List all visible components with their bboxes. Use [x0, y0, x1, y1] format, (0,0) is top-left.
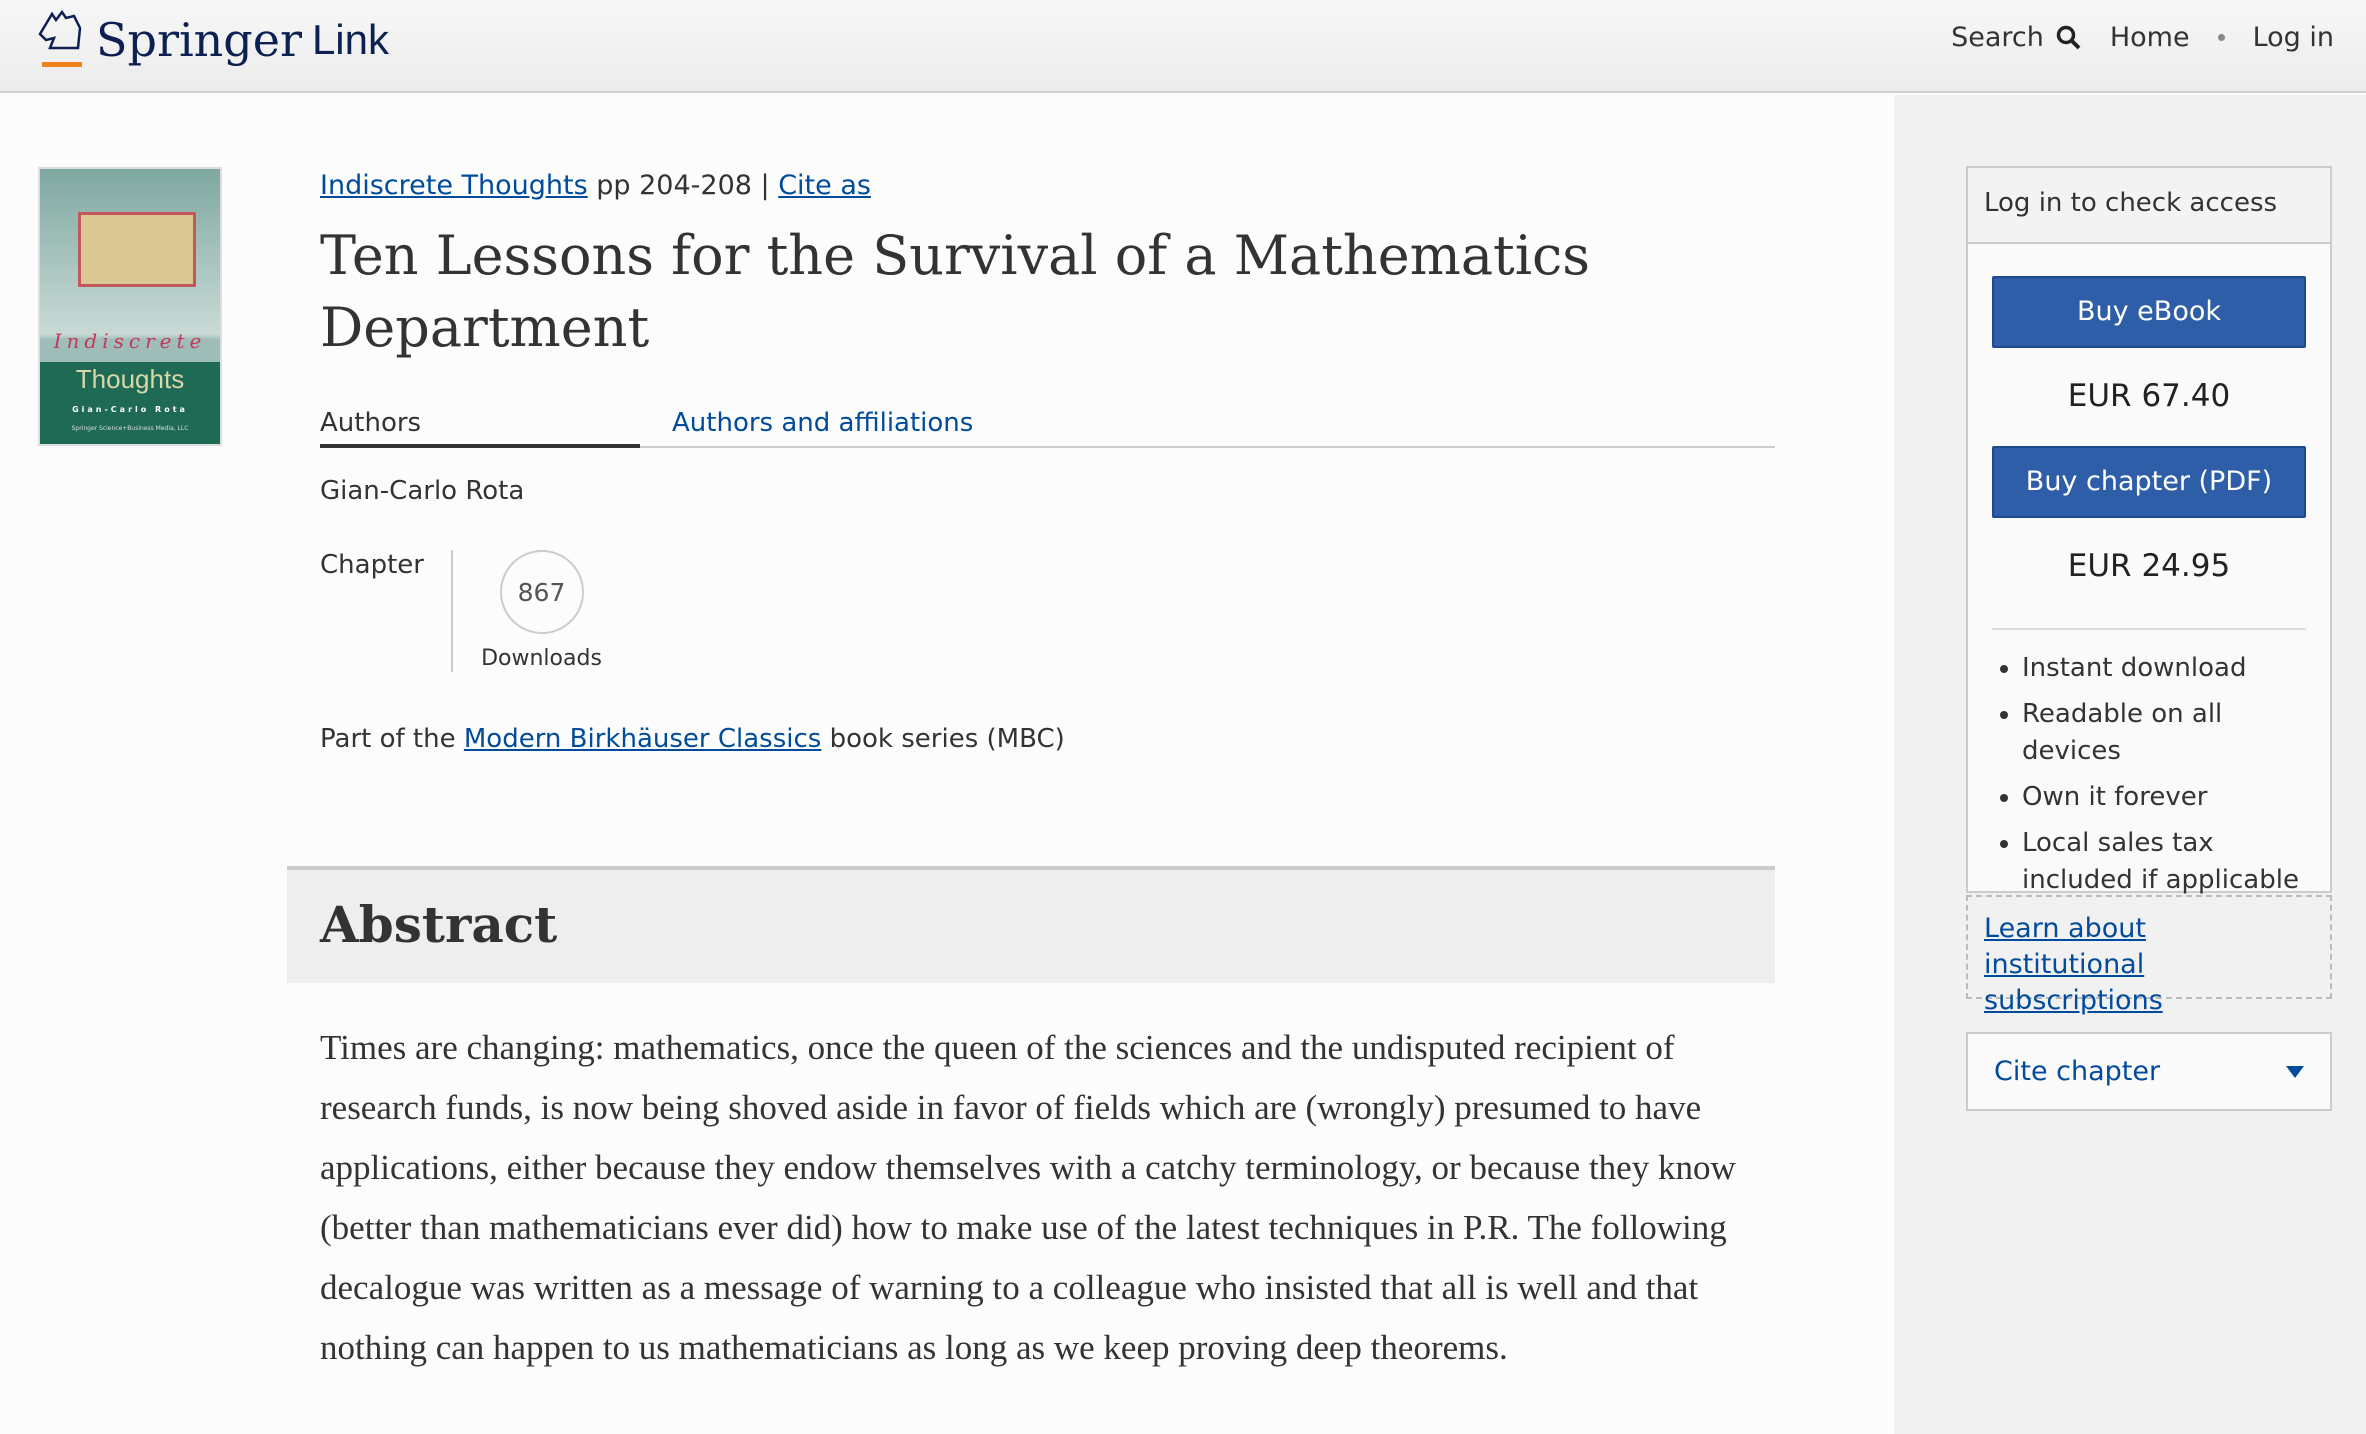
cite-chapter-dropdown[interactable] — [1966, 1032, 2332, 1111]
cover-title-1: Indiscrete — [53, 329, 207, 353]
page-range: pp 204-208 | — [587, 170, 779, 201]
breadcrumb — [320, 168, 1775, 204]
tab-authors-affiliations[interactable]: Authors and affiliations — [672, 408, 974, 438]
book-link[interactable]: Indiscrete Thoughts — [320, 170, 588, 201]
divider — [1992, 628, 2306, 630]
benefit-item: • Own it forever — [2022, 779, 2306, 816]
search-link[interactable] — [1951, 22, 2082, 53]
springerlink-logo[interactable] — [36, 8, 389, 70]
top-nav — [1951, 22, 2334, 53]
benefit-item: • Instant download — [2022, 650, 2306, 687]
brand-main: Springer — [96, 13, 302, 67]
cite-as-link[interactable]: Cite as — [778, 170, 871, 201]
search-icon — [2056, 25, 2082, 51]
cover-author: Gian-Carlo Rota — [72, 405, 188, 414]
cover-title-2: Thoughts — [75, 364, 185, 394]
benefit-item: • Local sales tax included if applicable — [2022, 825, 2306, 899]
buy-chapter-button[interactable]: Buy chapter (PDF) — [1992, 446, 2306, 518]
author-name: Gian-Carlo Rota — [320, 476, 525, 506]
login-link[interactable]: Log in — [2252, 22, 2334, 53]
chapter-metrics — [320, 550, 1775, 672]
chapter-price: EUR 24.95 — [2067, 548, 2231, 584]
series-prefix: Part of the — [320, 724, 464, 754]
springer-horse-icon — [36, 8, 86, 70]
abstract-text: Times are changing: mathematics, once the queen of the sciences and the undisputed recipient of research funds, is now being shoved aside in favor of fields which are (wrongly) presumed to have applications, either because they endow themselves with a catchy terminology, or because they know (better than mathematicians ever did) how to make use of the latest techniques in P.R. The following decalogue was written as a message of warning to a colleague who insisted that all is well and that nothing can happen to us mathematicians as long as we keep proving deep theorems. — [320, 1028, 1736, 1367]
cite-chapter-label: Cite chapter — [1994, 1056, 2161, 1087]
series-suffix: book series (MBC) — [821, 724, 1065, 754]
purchase-box — [1966, 166, 2332, 893]
ebook-price: EUR 67.40 — [2067, 378, 2231, 414]
main-content — [320, 168, 1775, 754]
tab-authors[interactable]: Authors — [320, 408, 640, 448]
caret-down-icon — [2286, 1066, 2304, 1078]
cover-publisher: Springer Science+Business Media, LLC — [71, 425, 189, 432]
series-link[interactable]: Modern Birkhäuser Classics — [463, 724, 822, 754]
abstract-heading: Abstract — [287, 866, 1775, 983]
nav-separator — [2218, 34, 2225, 41]
book-cover[interactable] — [38, 167, 222, 446]
divider — [451, 550, 453, 672]
downloads-metric — [481, 550, 602, 672]
book-series — [320, 724, 1775, 754]
benefits-list — [2022, 650, 2306, 899]
home-link[interactable]: Home — [2109, 22, 2190, 53]
page-title: Ten Lessons for the Survival of a Mathematics Department — [320, 224, 1590, 359]
brand-sub: Link — [311, 16, 390, 63]
access-header: Log in to check access — [1968, 168, 2330, 244]
downloads-count: 867 — [500, 550, 584, 634]
content-type: Chapter — [320, 550, 424, 580]
buy-ebook-button[interactable]: Buy eBook — [1992, 276, 2306, 348]
downloads-label: Downloads — [481, 646, 602, 671]
benefit-item: • Readable on all devices — [2022, 696, 2306, 770]
site-header — [0, 0, 2366, 93]
search-label: Search — [1951, 22, 2044, 53]
cover-art — [78, 212, 196, 287]
author-tabs — [320, 408, 1775, 448]
institutional-box — [1966, 895, 2332, 1016]
institutional-subscriptions-link[interactable]: Learn about institutional subscriptions — [1984, 913, 2163, 1016]
